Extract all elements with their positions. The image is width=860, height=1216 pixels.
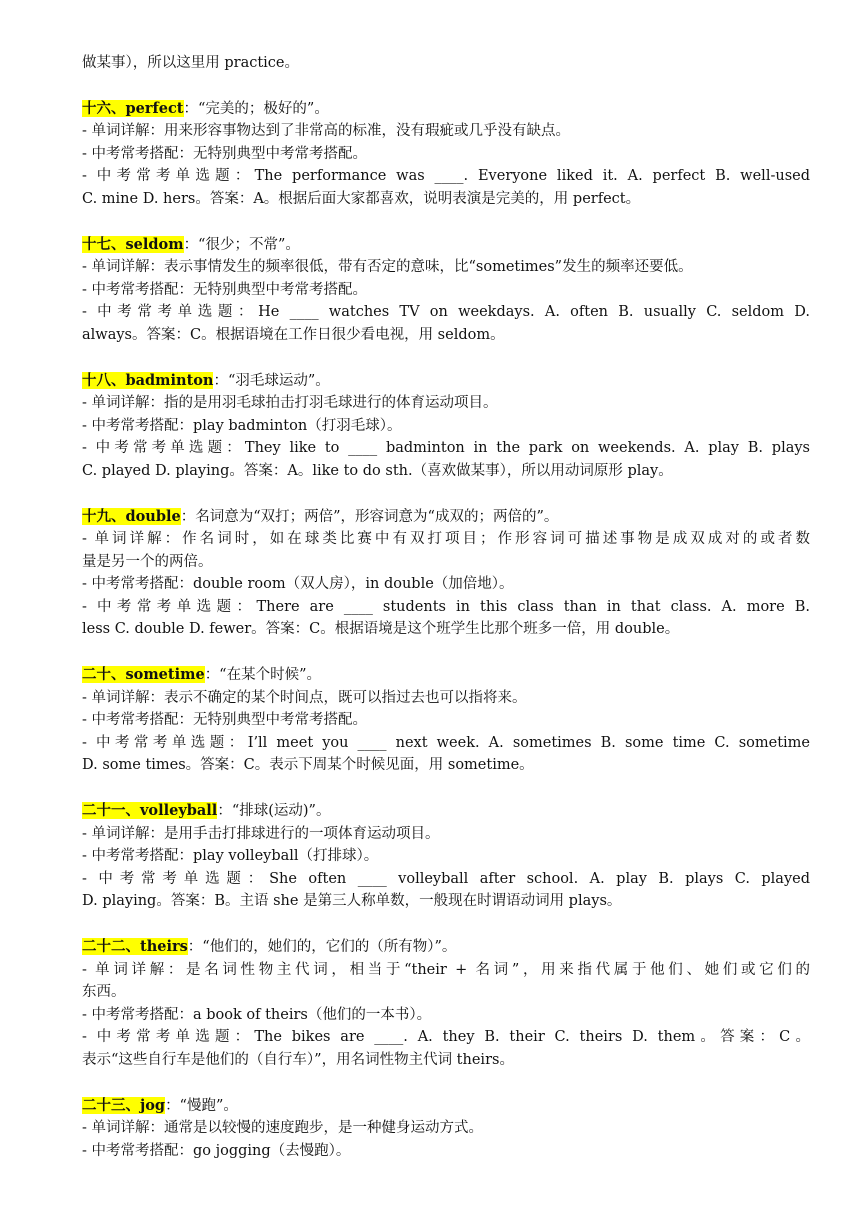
entry-meaning: ：名词意为“双打；两倍”，形容词意为“成双的；两倍的”。	[180, 508, 559, 525]
vocabulary-entry	[82, 98, 810, 211]
entry-meaning: ：“排球(运动)”。	[217, 803, 331, 820]
entry-line: C. played D. playing。答案：A。like to do sth.（喜欢做某事），所以用动词原形 play。	[82, 462, 673, 479]
entry-line: - 中考常考单选题：The bikes are ____. A. they B. their C. theirs D. them。答案：C。	[82, 1029, 810, 1046]
entry-line: - 单词详解：是用手击打排球进行的一项体育运动项目。	[82, 825, 440, 842]
entry-title: 二十二、theirs	[82, 938, 188, 955]
entry-heading	[82, 936, 810, 959]
entry-title: 十七、seldom	[82, 235, 184, 253]
entry-heading	[82, 98, 810, 121]
entry-line: - 中考常考单选题：He ____ watches TV on weekdays. A. often B. usually C. seldom D.	[82, 304, 810, 321]
entry-line: - 单词详解：表示不确定的某个时间点，既可以指过去也可以指将来。	[82, 689, 527, 706]
entry-line: - 单词详解：指的是用羽毛球拍击打羽毛球进行的体育运动项目。	[82, 395, 498, 412]
entry-line: - 单词详解：通常是以较慢的速度跑步，是一种健身运动方式。	[82, 1120, 484, 1137]
entry-line: 东西。	[82, 984, 126, 1001]
entry-line: - 中考常考搭配：无特别典型中考常考搭配。	[82, 145, 368, 162]
vocabulary-entry	[82, 936, 810, 1072]
vocabulary-entries	[82, 98, 810, 1163]
entry-line: 表示“这些自行车是他们的（自行车）”，用名词性物主代词 theirs。	[82, 1051, 514, 1068]
entry-title: 十八、badminton	[82, 371, 214, 389]
entry-title: 二十一、volleyball	[82, 802, 218, 820]
entry-heading	[82, 506, 810, 529]
vocabulary-entry	[82, 1095, 810, 1163]
entry-meaning: ：“很少；不常”。	[183, 236, 300, 253]
entry-line: - 单词详解：作名词时，如在球类比赛中有双打项目；作形容词可描述事物是成双成对的或者数	[82, 531, 810, 548]
vocabulary-entry	[82, 234, 810, 347]
entry-line: - 中考常考搭配：double room（双人房），in double（加倍地）。	[82, 576, 514, 593]
entry-line: - 中考常考搭配：play volleyball（打排球）。	[82, 848, 379, 865]
entry-line: - 单词详解：表示事情发生的频率很低，带有否定的意味，比“sometimes”发生的频率还要低。	[82, 259, 693, 276]
entry-line: - 中考常考单选题：There are ____ students in this class than in that class. A. more B.	[82, 598, 810, 615]
entry-line: - 中考常考单选题：I’ll meet you ____ next week. A. sometimes B. some time C. sometime	[82, 734, 810, 751]
entry-title: 十九、double	[82, 507, 181, 525]
entry-line: - 中考常考搭配：go jogging（去慢跑）。	[82, 1142, 351, 1159]
entry-title: 二十三、jog	[82, 1096, 166, 1114]
entry-line: - 中考常考搭配：play badminton（打羽毛球）。	[82, 417, 402, 434]
entry-meaning: ：“慢跑”。	[165, 1097, 238, 1114]
entry-line: - 中考常考搭配：a book of theirs（他们的一本书）。	[82, 1006, 432, 1023]
entry-line: 量是另一个的两倍。	[82, 553, 213, 570]
entry-meaning: ：“羽毛球运动”。	[213, 372, 330, 389]
vocabulary-entry	[82, 506, 810, 642]
entry-line: - 中考常考单选题：She often ____ volleyball after school. A. play B. plays C. played	[82, 870, 810, 887]
vocabulary-entry	[82, 664, 810, 777]
entry-heading	[82, 800, 810, 823]
entry-meaning: ：“在某个时候”。	[204, 667, 322, 684]
entry-heading	[82, 370, 810, 393]
entry-line: - 单词详解：是名词性物主代词，相当于“their + 名词”，用来指代属于他们、她们或它们的	[82, 961, 810, 978]
entry-heading	[82, 1095, 810, 1118]
entry-line: less C. double D. fewer。答案：C。根据语境是这个班学生比那个班多一倍，用 double。	[82, 621, 680, 638]
vocabulary-entry	[82, 800, 810, 913]
entry-line: D. playing。答案：B。主语 she 是第三人称单数，一般现在时谓语动词用 plays。	[82, 893, 622, 910]
entry-title: 十六、perfect	[82, 99, 184, 117]
entry-line: - 中考常考单选题：They like to ____ badminton in the park on weekends. A. play B. plays	[82, 440, 810, 457]
entry-line: - 中考常考搭配：无特别典型中考常考搭配。	[82, 712, 368, 729]
entry-heading	[82, 664, 810, 687]
entry-title: 二十、sometime	[82, 666, 205, 684]
intro-line: 做某事），所以这里用 practice。	[82, 55, 300, 71]
entry-heading	[82, 234, 810, 257]
entry-line: C. mine D. hers。答案：A。根据后面大家都喜欢，说明表演是完美的，用 perfect。	[82, 190, 641, 207]
document-page	[82, 52, 810, 1162]
entry-meaning: ：“他们的，她们的，它们的（所有物）”。	[187, 939, 457, 955]
entry-line: - 中考常考单选题：The performance was ____. Everyone liked it. A. perfect B. well-used	[82, 168, 810, 185]
entry-line: - 中考常考搭配：无特别典型中考常考搭配。	[82, 281, 368, 298]
vocabulary-entry	[82, 370, 810, 483]
entry-line: always。答案：C。根据语境在工作日很少看电视，用 seldom。	[82, 326, 505, 343]
entry-line: - 单词详解：用来形容事物达到了非常高的标准，没有瑕疵或几乎没有缺点。	[82, 123, 571, 140]
entry-meaning: ：“完美的；极好的”。	[183, 100, 329, 117]
entry-line: D. some times。答案：C。表示下周某个时候见面，用 sometime。	[82, 757, 534, 774]
